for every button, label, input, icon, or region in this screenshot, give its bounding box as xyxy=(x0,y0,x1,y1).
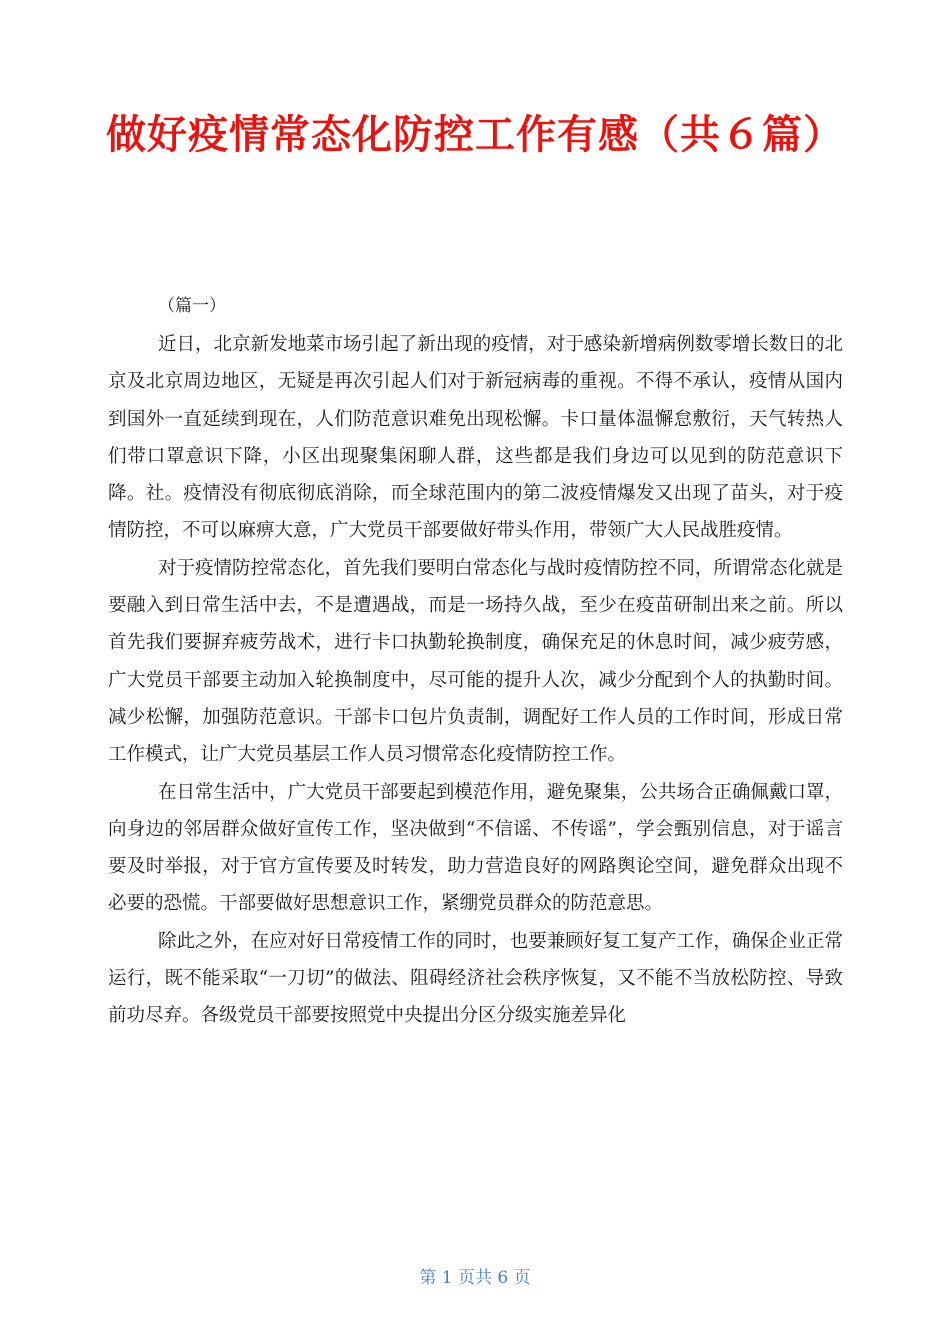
paragraph-3: 在日常生活中，广大党员干部要起到模范作用，避免聚集，公共场合正确佩戴口罩，向身边的邻居群众做好宣传工作，坚决做到“不信谣、不传谣”，学会甄别信息，对于谣言要及时举报，对于官方宣传要及时转发，助力营造良好的网路舆论空间，避免群众出现不必要的恐慌。干部要做好思想意识工作，紧绷党员群众的防范意思。 xyxy=(108,781,843,915)
section-label: （篇一） xyxy=(158,296,226,316)
paragraph-2: 对于疫情防控常态化，首先我们要明白常态化与战时疫情防控不同，所谓常态化就是要融入到日常生活中去，不是遭遇战，而是一场持久战，至少在疫苗研制出来之前。所以首先我们要摒弃疲劳战术，进行卡口执勤轮换制度，确保充足的休息时间，减少疲劳感，广大党员干部要主动加入轮换制度中，尽可能的提升人次，减少分配到个人的执勤时间。减少松懈，加强防范意识。干部卡口包片负责制，调配好工作人员的工作时间，形成日常工作模式，让广大党员基层工作人员习惯常态化疫情防控工作。 xyxy=(108,557,843,766)
document-title: 做好疫情常态化防控工作有感（共６篇） xyxy=(106,112,844,158)
paragraph-1: 近日，北京新发地菜市场引起了新出现的疫情，对于感染新增病例数零增长数日的北京及北京周边地区，无疑是再次引起人们对于新冠病毒的重视。不得不承认，疫情从国内到国外一直延续到现在，人们防范意识难免出现松懈。卡口量体温懈怠敷衍，天气转热人们带口罩意识下降，小区出现聚集闲聊人群，这些都是我们身边可以见到的防范意识下降。社。疫情没有彻底彻底消除，而全球范围内的第二波疫情爆发又出现了苗头，对于疫情防控，不可以麻痹大意，广大党员干部要做好带头作用，带领广大人民战胜疫情。 xyxy=(108,334,843,542)
document-body xyxy=(108,290,843,1035)
paragraph-4: 除此之外，在应对好日常疫情工作的同时，也要兼顾好复工复产工作，确保企业正常运行，既不能采取“一刀切”的做法、阻碍经济社会秩序恢复，又不能不当放松防控、导致前功尽弃。各级党员干部要按照党中央提出分区分级实施差异化 xyxy=(108,930,843,1027)
page-indicator: 第 1 页共 6 页 xyxy=(419,1268,531,1288)
